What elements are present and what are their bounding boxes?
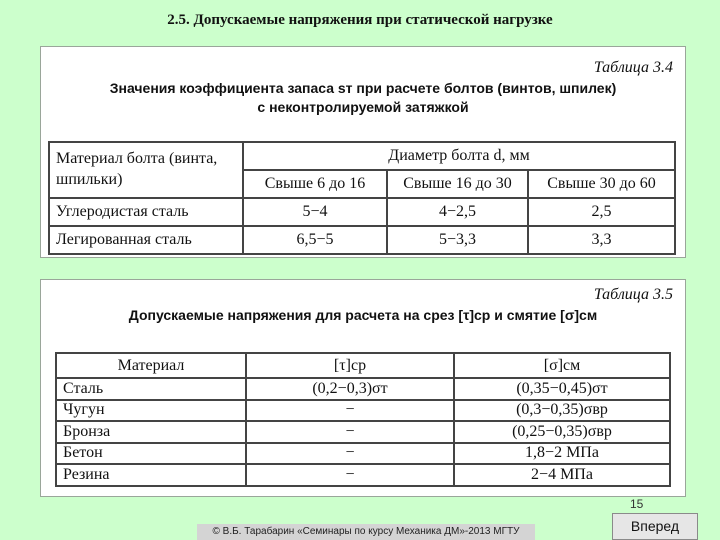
sigma-cell: (0,35−0,45)σт — [454, 378, 670, 400]
material-cell: Углеродистая сталь — [49, 198, 243, 226]
table-row — [56, 400, 670, 422]
range-header: Свыше 30 до 60 — [528, 170, 675, 198]
table-row — [49, 198, 675, 226]
table-row — [56, 378, 670, 400]
table-3-5-panel — [40, 279, 686, 497]
tau-header: [τ]ср — [246, 353, 454, 378]
table-caption-line2: с неконтролируемой затяжкой — [257, 99, 469, 115]
table-number: Таблица 3.4 — [593, 59, 673, 76]
material-cell: Легированная сталь — [49, 226, 243, 254]
material-cell: Резина — [56, 464, 246, 486]
table-caption-line1: Значения коэффициента запаса sт при расчете болтов (винтов, шпилек) — [109, 80, 617, 96]
page-number: 15 — [630, 497, 644, 511]
diameter-header: Диаметр болта d, мм — [243, 142, 675, 170]
sigma-header: [σ]см — [454, 353, 670, 378]
sigma-cell: (0,3−0,35)σвр — [454, 400, 670, 422]
slide-title: 2.5. Допускаемые напряжения при статической нагрузке — [167, 12, 553, 28]
range-header: Свыше 16 до 30 — [387, 170, 528, 198]
table-row — [49, 226, 675, 254]
value-cell: 4−2,5 — [387, 198, 528, 226]
sigma-cell: 1,8−2 МПа — [454, 443, 670, 465]
tau-cell: − — [246, 464, 454, 486]
material-header: Материал болта (винта, шпильки) — [49, 142, 243, 198]
tau-cell: − — [246, 400, 454, 422]
allowable-stress-table — [55, 352, 671, 487]
range-header: Свыше 6 до 16 — [243, 170, 387, 198]
table-row — [56, 421, 670, 443]
material-cell: Чугун — [56, 400, 246, 422]
value-cell: 5−3,3 — [387, 226, 528, 254]
bolt-safety-factor-table — [48, 141, 676, 255]
table-row — [56, 464, 670, 486]
table-caption: Допускаемые напряжения для расчета на срез [τ]ср и смятие [σ]см — [128, 307, 598, 323]
value-cell: 6,5−5 — [243, 226, 387, 254]
sigma-cell: (0,25−0,35)σвр — [454, 421, 670, 443]
table-row — [56, 443, 670, 465]
value-cell: 5−4 — [243, 198, 387, 226]
material-header: Материал — [56, 353, 246, 378]
next-button[interactable]: Вперед — [612, 513, 698, 540]
tau-cell: (0,2−0,3)σт — [246, 378, 454, 400]
material-cell: Бетон — [56, 443, 246, 465]
material-cell: Сталь — [56, 378, 246, 400]
footer-copyright: © В.Б. Тарабарин «Семинары по курсу Механика ДМ»-2013 МГТУ — [197, 524, 535, 540]
table-number: Таблица 3.5 — [593, 286, 673, 303]
table-3-4-panel — [40, 46, 686, 258]
tau-cell: − — [246, 443, 454, 465]
value-cell: 2,5 — [528, 198, 675, 226]
material-cell: Бронза — [56, 421, 246, 443]
value-cell: 3,3 — [528, 226, 675, 254]
sigma-cell: 2−4 МПа — [454, 464, 670, 486]
tau-cell: − — [246, 421, 454, 443]
